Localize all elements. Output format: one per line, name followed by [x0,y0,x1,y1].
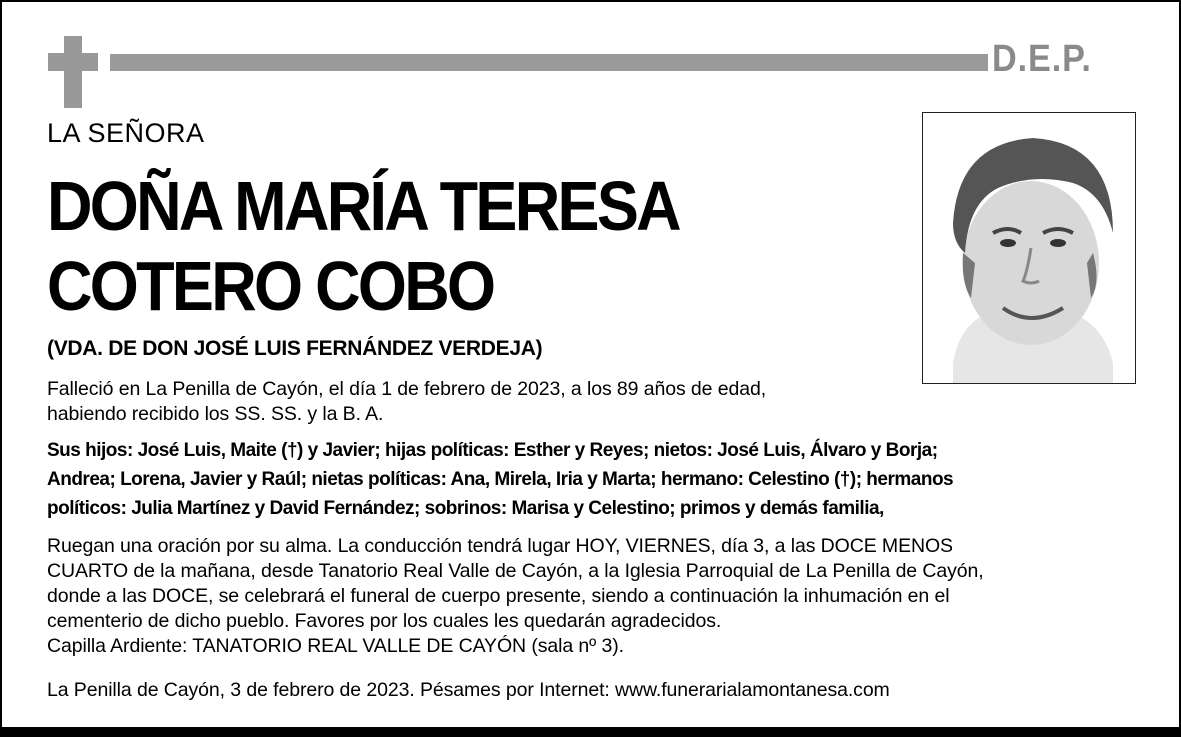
family-line: Andrea; Lorena, Javier y Raúl; nietas políticas: Ana, Mirela, Iria y Marta; hermano: Celestino (†); hermanos [47,469,954,490]
death-line: habiendo recibido los SS. SS. y la B. A. [47,403,384,425]
death-line: Falleció en La Penilla de Cayón, el día 1 de febrero de 2023, a los 89 años de edad, [47,378,767,400]
header-rule [110,54,988,71]
family-line: políticos: Julia Martínez y David Fernández; sobrinos: Marisa y Celestino; primos y demás familia, [47,498,884,519]
dep-label: D.E.P. [992,38,1092,80]
service-line: Capilla Ardiente: TANATORIO REAL VALLE DE CAYÓN (sala nº 3). [47,635,624,657]
deceased-name-line-2: COTERO COBO [47,247,494,325]
footer-line: La Penilla de Cayón, 3 de febrero de 2023. Pésames por Internet: www.funerarialamontanesa.com [47,679,890,701]
widow-of: (VDA. DE DON JOSÉ LUIS FERNÁNDEZ VERDEJA) [47,337,543,360]
service-line: cementerio de dicho pueblo. Favores por los cuales les quedarán agradecidos. [47,610,722,632]
family-line: Sus hijos: José Luis, Maite (†) y Javier; hijas políticas: Esther y Reyes; nietos: José Luis, Álvaro y Borja; [47,440,938,461]
service-line: Ruegan una oración por su alma. La conducción tendrá lugar HOY, VIERNES, día 3, a las DOCE MENOS [47,535,953,557]
service-line: CUARTO de la mañana, desde Tanatorio Real Valle de Cayón, a la Iglesia Parroquial de La Penilla de Cayón, [47,560,984,582]
portrait-photo [922,112,1136,384]
bottom-bar [0,727,1181,737]
title: LA SEÑORA [47,118,205,148]
deceased-name-line-1: DOÑA MARÍA TERESA [47,167,679,245]
service-line: donde a las DOCE, se celebrará el funeral de cuerpo presente, siendo a continuación la inhumación en el [47,585,950,607]
